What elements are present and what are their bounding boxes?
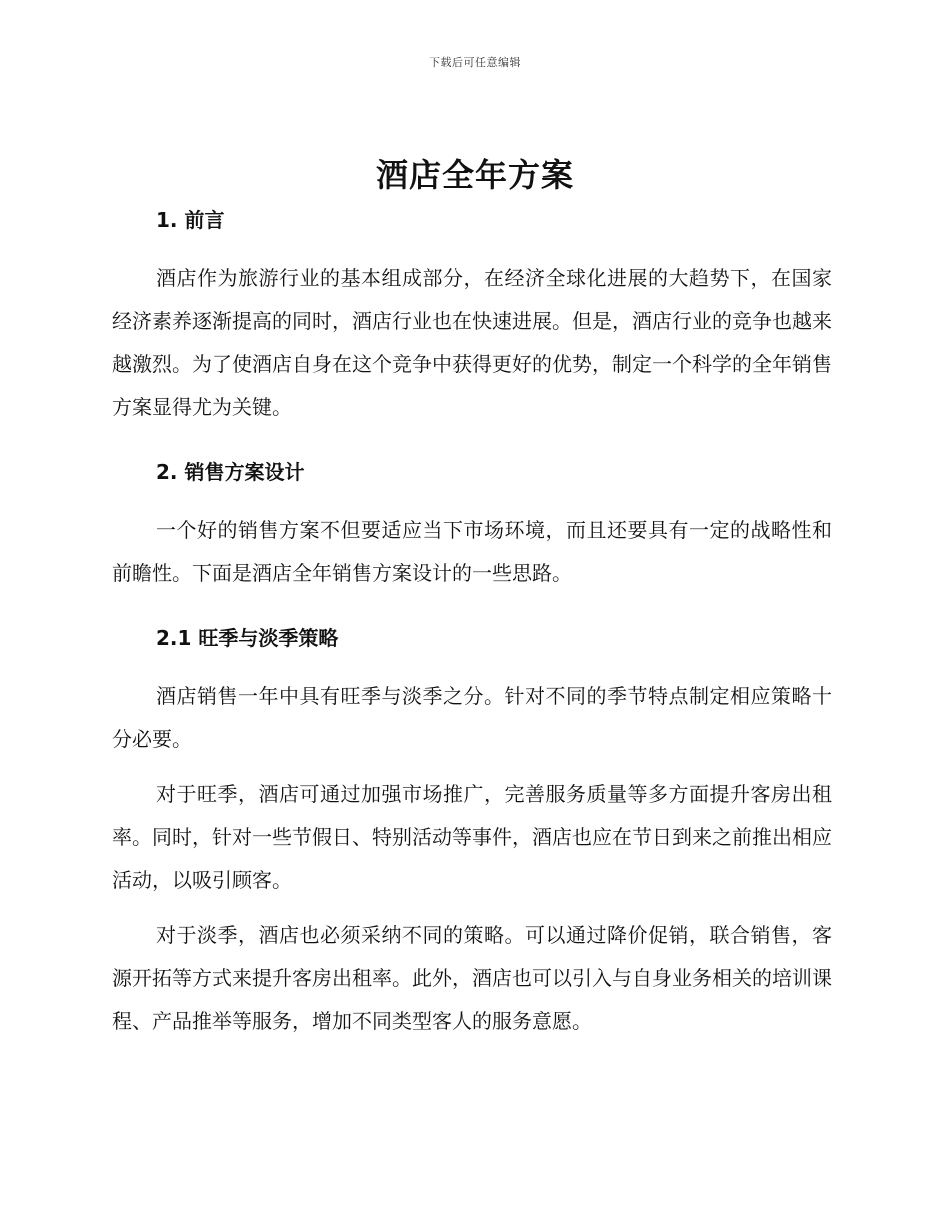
document-title: 酒店全年方案 [375, 156, 574, 194]
paragraph-off-season: 对于淡季，酒店也必须采纳不同的策略。可以通过降价促销，联合销售，客源开拓等方式来提升客房出租率。此外，酒店也可以引入与自身业务相关的培训课程、产品推举等服务，增加不同类型客人的服务意愿。 [112, 923, 832, 1033]
header-note: 下载后可任意编辑 [429, 56, 521, 69]
paragraph-season-intro: 酒店销售一年中具有旺季与淡季之分。针对不同的季节特点制定相应策略十分必要。 [112, 684, 832, 751]
section-heading-season-strategy: 2.1 旺季与淡季策略 [156, 626, 339, 650]
section-heading-sales-plan: 2. 销售方案设计 [156, 460, 305, 484]
paragraph-peak-season: 对于旺季，酒店可通过加强市场推广，完善服务质量等多方面提升客房出租率。同时，针对一些节假日、特别活动等事件，酒店也应在节日到来之前推出相应活动，以吸引顾客。 [112, 782, 832, 892]
paragraph-sales-plan: 一个好的销售方案不但要适应当下市场环境，而且还要具有一定的战略性和前瞻性。下面是酒店全年销售方案设计的一些思路。 [112, 518, 832, 585]
paragraph-preface: 酒店作为旅游行业的基本组成部分，在经济全球化进展的大趋势下，在国家经济素养逐渐提高的同时，酒店行业也在快速进展。但是，酒店行业的竞争也越来越激烈。为了使酒店自身在这个竞争中获得更好的优势，制定一个科学的全年销售方案显得尤为关键。 [112, 266, 832, 419]
document-body [112, 205, 832, 1043]
section-heading-preface: 1. 前言 [156, 208, 225, 232]
